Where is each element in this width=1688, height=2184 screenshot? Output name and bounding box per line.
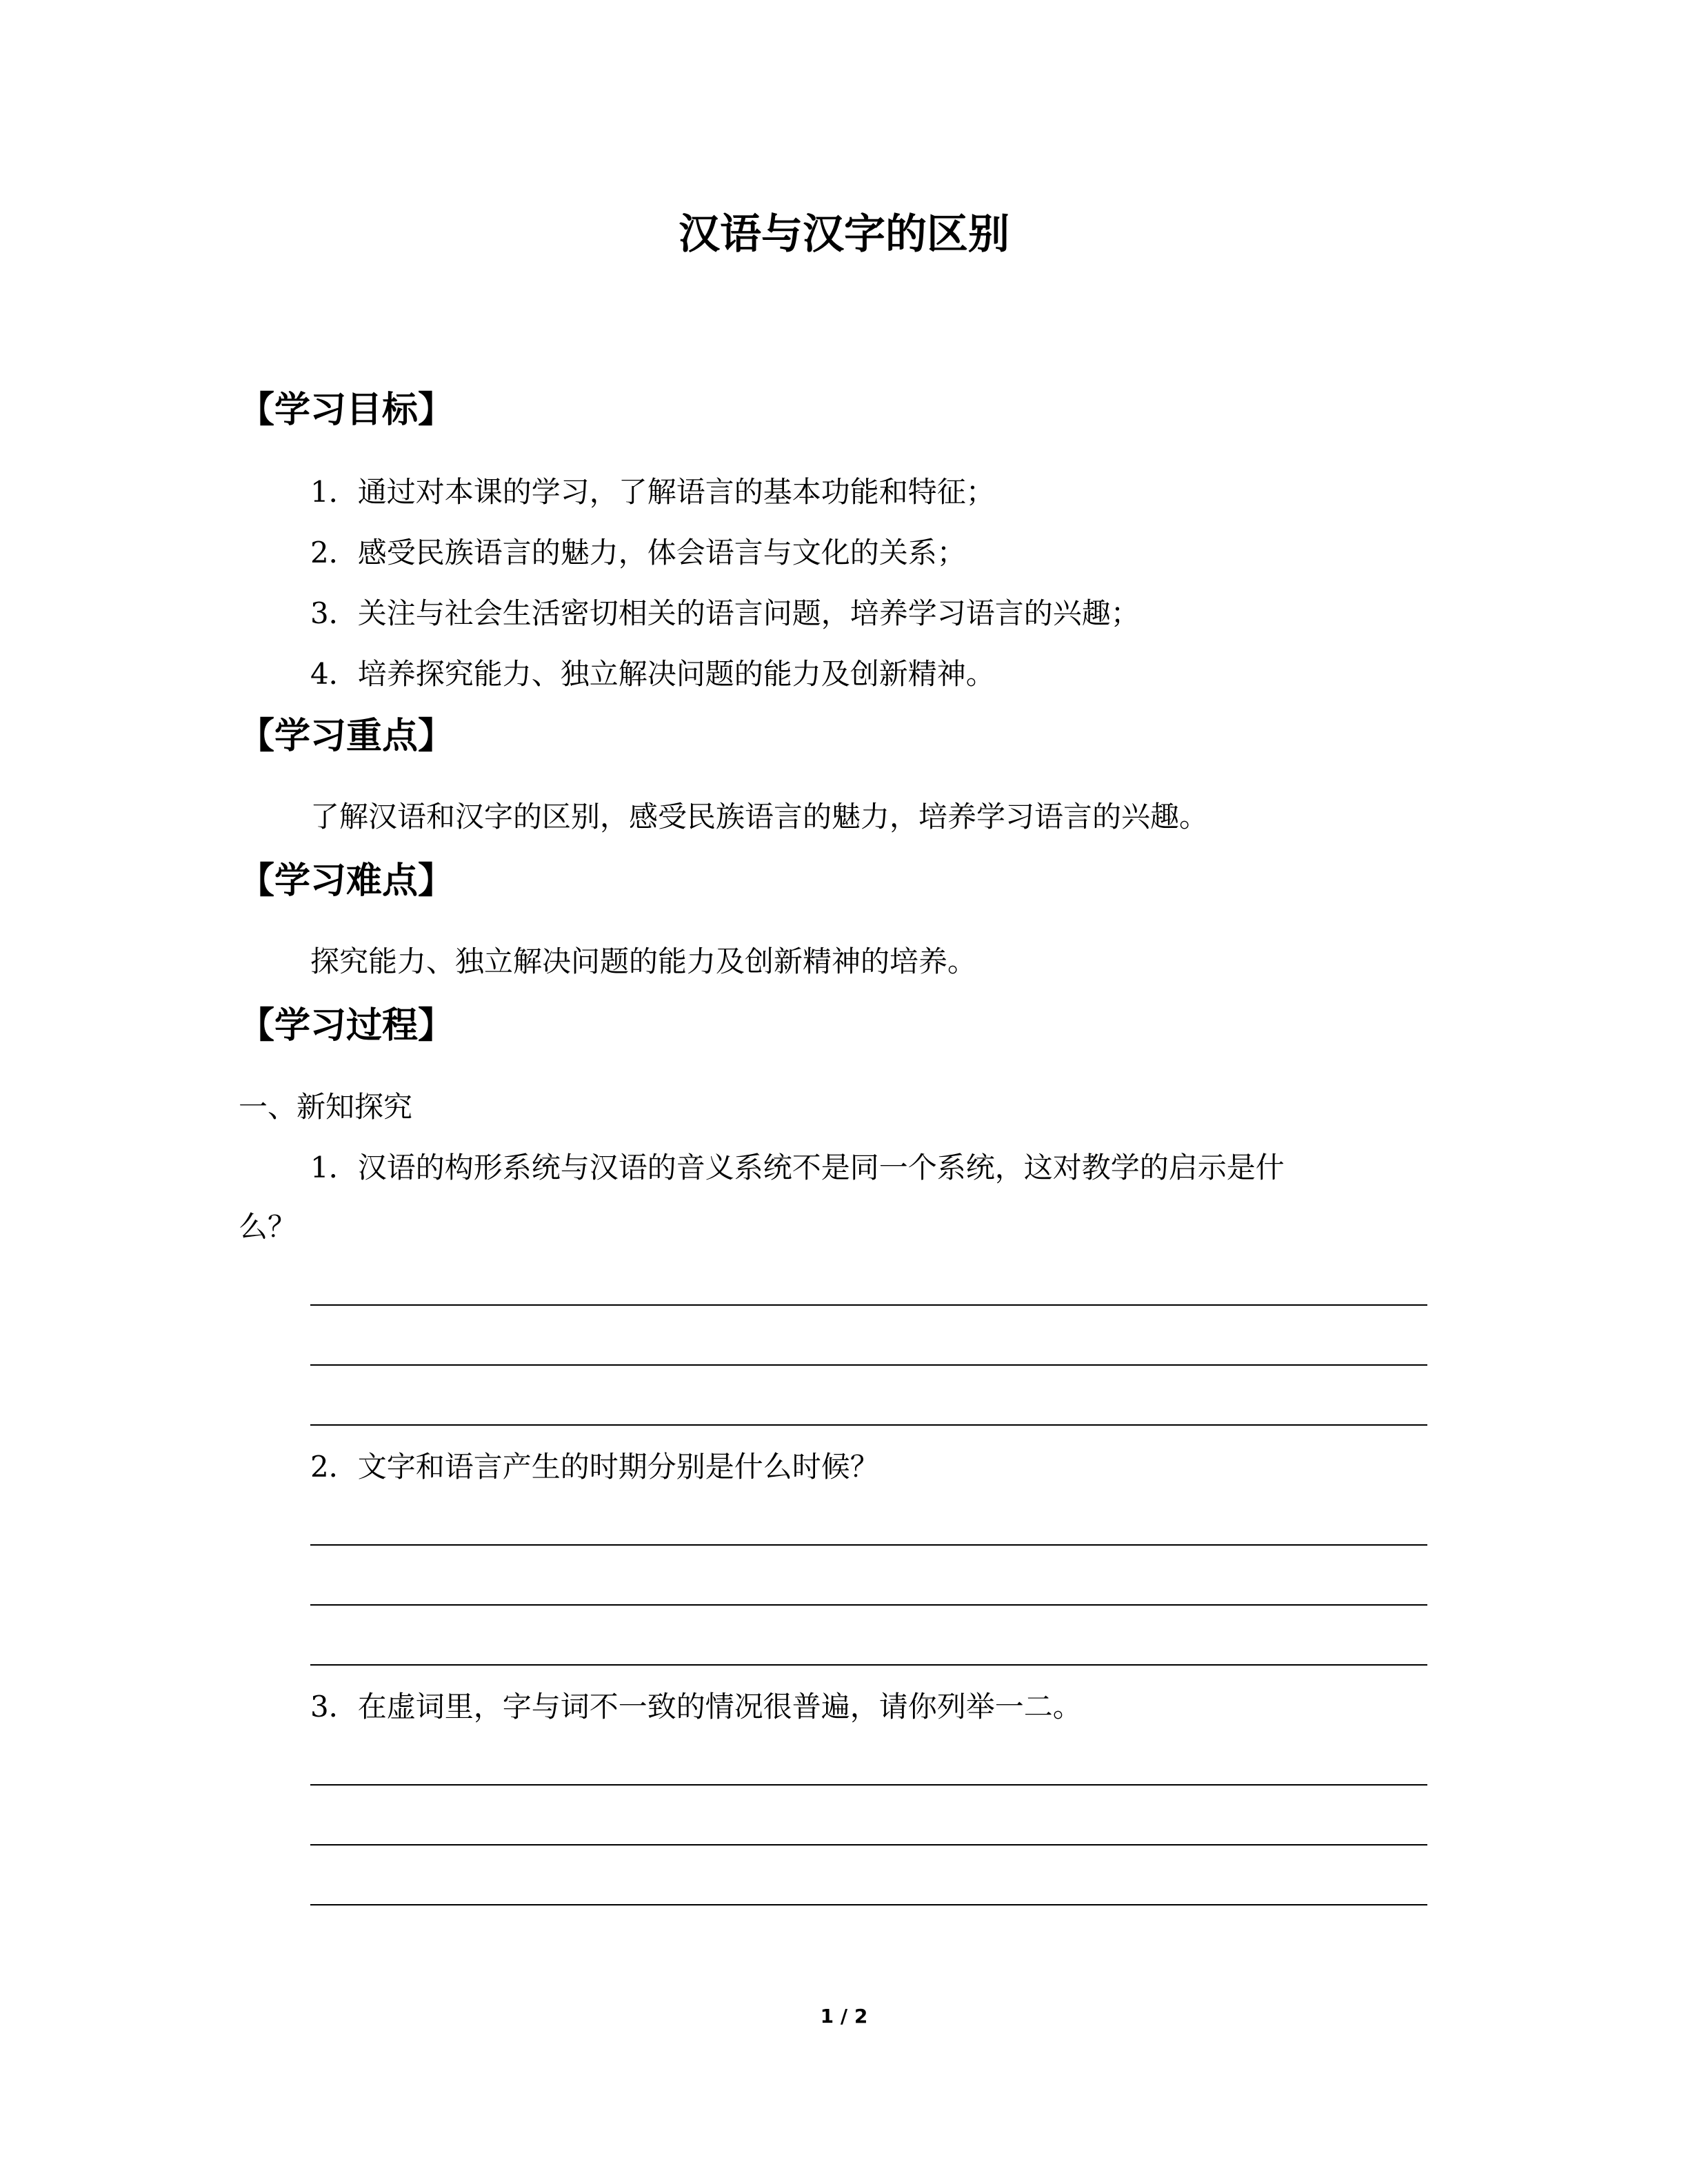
objectives-heading: 【学习目标】 xyxy=(239,390,454,431)
key-points-heading: 【学习重点】 xyxy=(239,716,454,757)
objective-item: 1．通过对本课的学习，了解语言的基本功能和特征； xyxy=(310,475,995,509)
answer-line[interactable] xyxy=(310,1604,1427,1606)
difficulties-heading: 【学习难点】 xyxy=(239,860,454,902)
process-heading: 【学习过程】 xyxy=(239,1005,454,1046)
page-number: 1 / 2 xyxy=(820,2005,868,2028)
question-2: 2．文字和语言产生的时期分别是什么时候？ xyxy=(310,1450,879,1484)
process-subheading: 一、新知探究 xyxy=(239,1090,413,1124)
answer-line[interactable] xyxy=(310,1364,1427,1366)
document-title: 汉语与汉字的区别 xyxy=(679,210,1009,259)
question-1-continuation: 么？ xyxy=(239,1210,297,1244)
answer-line[interactable] xyxy=(310,1844,1427,1846)
key-points-text: 了解汉语和汉字的区别，感受民族语言的魅力，培养学习语言的兴趣。 xyxy=(310,800,1209,833)
answer-line[interactable] xyxy=(310,1424,1427,1426)
answer-line[interactable] xyxy=(310,1304,1427,1306)
answer-line[interactable] xyxy=(310,1544,1427,1546)
question-1: 1．汉语的构形系统与汉语的音义系统不是同一个系统，这对教学的启示是什 xyxy=(310,1151,1285,1184)
objective-item: 4．培养探究能力、独立解决问题的能力及创新精神。 xyxy=(310,657,995,691)
difficulties-text: 探究能力、独立解决问题的能力及创新精神的培养。 xyxy=(310,944,977,978)
answer-line[interactable] xyxy=(310,1904,1427,1905)
answer-line[interactable] xyxy=(310,1784,1427,1786)
objective-item: 2．感受民族语言的魅力，体会语言与文化的关系； xyxy=(310,536,966,569)
answer-line[interactable] xyxy=(310,1664,1427,1666)
objective-item: 3．关注与社会生活密切相关的语言问题，培养学习语言的兴趣； xyxy=(310,596,1140,630)
question-3: 3．在虚词里，字与词不一致的情况很普遍，请你列举一二。 xyxy=(310,1690,1082,1723)
